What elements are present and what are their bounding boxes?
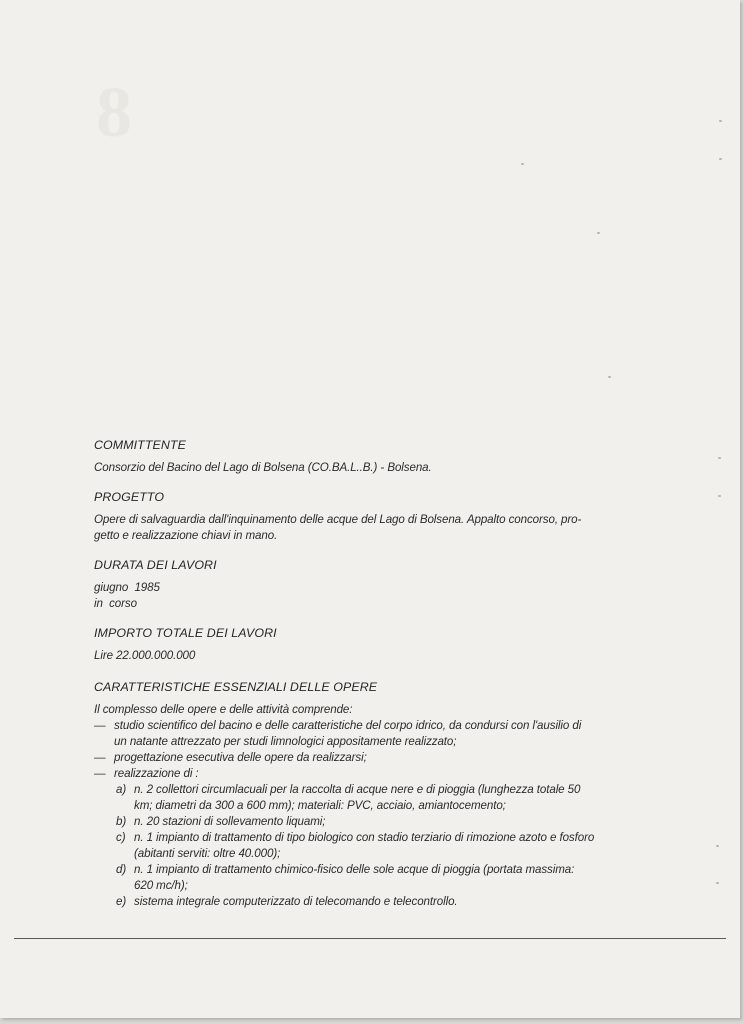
durata-heading: DURATA DEI LAVORI xyxy=(94,558,217,572)
sublist-item-line: 620 mc/h); xyxy=(134,879,188,892)
activities-list xyxy=(94,718,642,782)
progetto-line-2: getto e realizzazione chiavi in mano. xyxy=(94,529,278,542)
list-item xyxy=(94,750,642,766)
scan-speck xyxy=(719,158,722,160)
dash-marker: — xyxy=(94,767,106,780)
sublist-item-line: n. 1 impianto di trattamento di tipo biologico con stadio terziario di rimozione azoto e fosforo xyxy=(134,831,595,844)
bottom-rule xyxy=(14,938,726,939)
sublist-item-line: sistema integrale computerizzato di telecomando e telecontrollo. xyxy=(134,895,458,908)
sublist-letter: b) xyxy=(116,815,127,828)
caratteristiche-heading: CARATTERISTICHE ESSENZIALI DELLE OPERE xyxy=(94,680,378,694)
progetto-heading: PROGETTO xyxy=(94,490,165,504)
list-item-line: progettazione esecutiva delle opere da realizzarsi; xyxy=(114,751,367,764)
durata-line-2: in corso xyxy=(94,597,137,610)
dash-marker: — xyxy=(94,719,106,732)
sublist-item xyxy=(94,814,642,830)
sublist-item xyxy=(94,894,642,910)
list-item-line: un natante attrezzato per studi limnologici appositamente realizzato; xyxy=(114,735,457,748)
scan-speck xyxy=(716,882,719,884)
caratteristiche-intro: Il complesso delle opere e delle attività comprende: xyxy=(94,703,353,716)
list-item xyxy=(94,718,642,750)
sublist-item xyxy=(94,830,642,862)
importo-heading: IMPORTO TOTALE DEI LAVORI xyxy=(94,626,277,640)
committente-text: Consorzio del Bacino del Lago di Bolsena (CO.BA.L..B.) - Bolsena. xyxy=(94,461,432,474)
sublist-item xyxy=(94,862,642,894)
sublist-letter: c) xyxy=(116,831,126,844)
scan-speck xyxy=(608,376,611,378)
list-item-line: studio scientifico del bacino e delle caratteristiche del corpo idrico, da condursi con l'ausilio di xyxy=(114,719,582,732)
committente-heading: COMMITTENTE xyxy=(94,438,186,452)
works-sublist xyxy=(94,782,642,910)
sublist-item-line: n. 1 impianto di trattamento chimico-fisico delle sole acque di pioggia (portata massima: xyxy=(134,863,575,876)
sublist-item-line: (abitanti serviti: oltre 40.000); xyxy=(134,847,281,860)
progetto-line-1: Opere di salvaguardia dall'inquinamento delle acque del Lago di Bolsena. Appalto concorso, pro- xyxy=(94,513,582,526)
sublist-letter: d) xyxy=(116,863,127,876)
durata-line-1: giugno 1985 xyxy=(94,581,160,594)
sublist-letter: a) xyxy=(116,783,127,796)
dash-marker: — xyxy=(94,751,106,764)
scan-speck xyxy=(718,457,721,459)
list-item-line: realizzazione di : xyxy=(114,767,199,780)
scan-speck xyxy=(719,120,722,122)
scan-speck xyxy=(716,845,719,847)
sublist-item-line: km; diametri da 300 a 600 mm); materiali: PVC, acciaio, amiantocemento; xyxy=(134,799,506,812)
document-body xyxy=(94,436,642,910)
scan-speck xyxy=(718,495,721,497)
sublist-letter: e) xyxy=(116,895,127,908)
sublist-item-line: n. 2 collettori circumlacuali per la raccolta di acque nere e di pioggia (lunghezza totale 50 xyxy=(134,783,581,796)
list-item xyxy=(94,766,642,782)
sublist-item xyxy=(94,782,642,814)
scan-speck xyxy=(597,232,600,234)
sublist-item-line: n. 20 stazioni di sollevamento liquami; xyxy=(134,815,326,828)
importo-text: Lire 22.000.000.000 xyxy=(94,649,196,662)
page-number: 8 xyxy=(96,72,132,152)
scan-speck xyxy=(521,163,524,165)
